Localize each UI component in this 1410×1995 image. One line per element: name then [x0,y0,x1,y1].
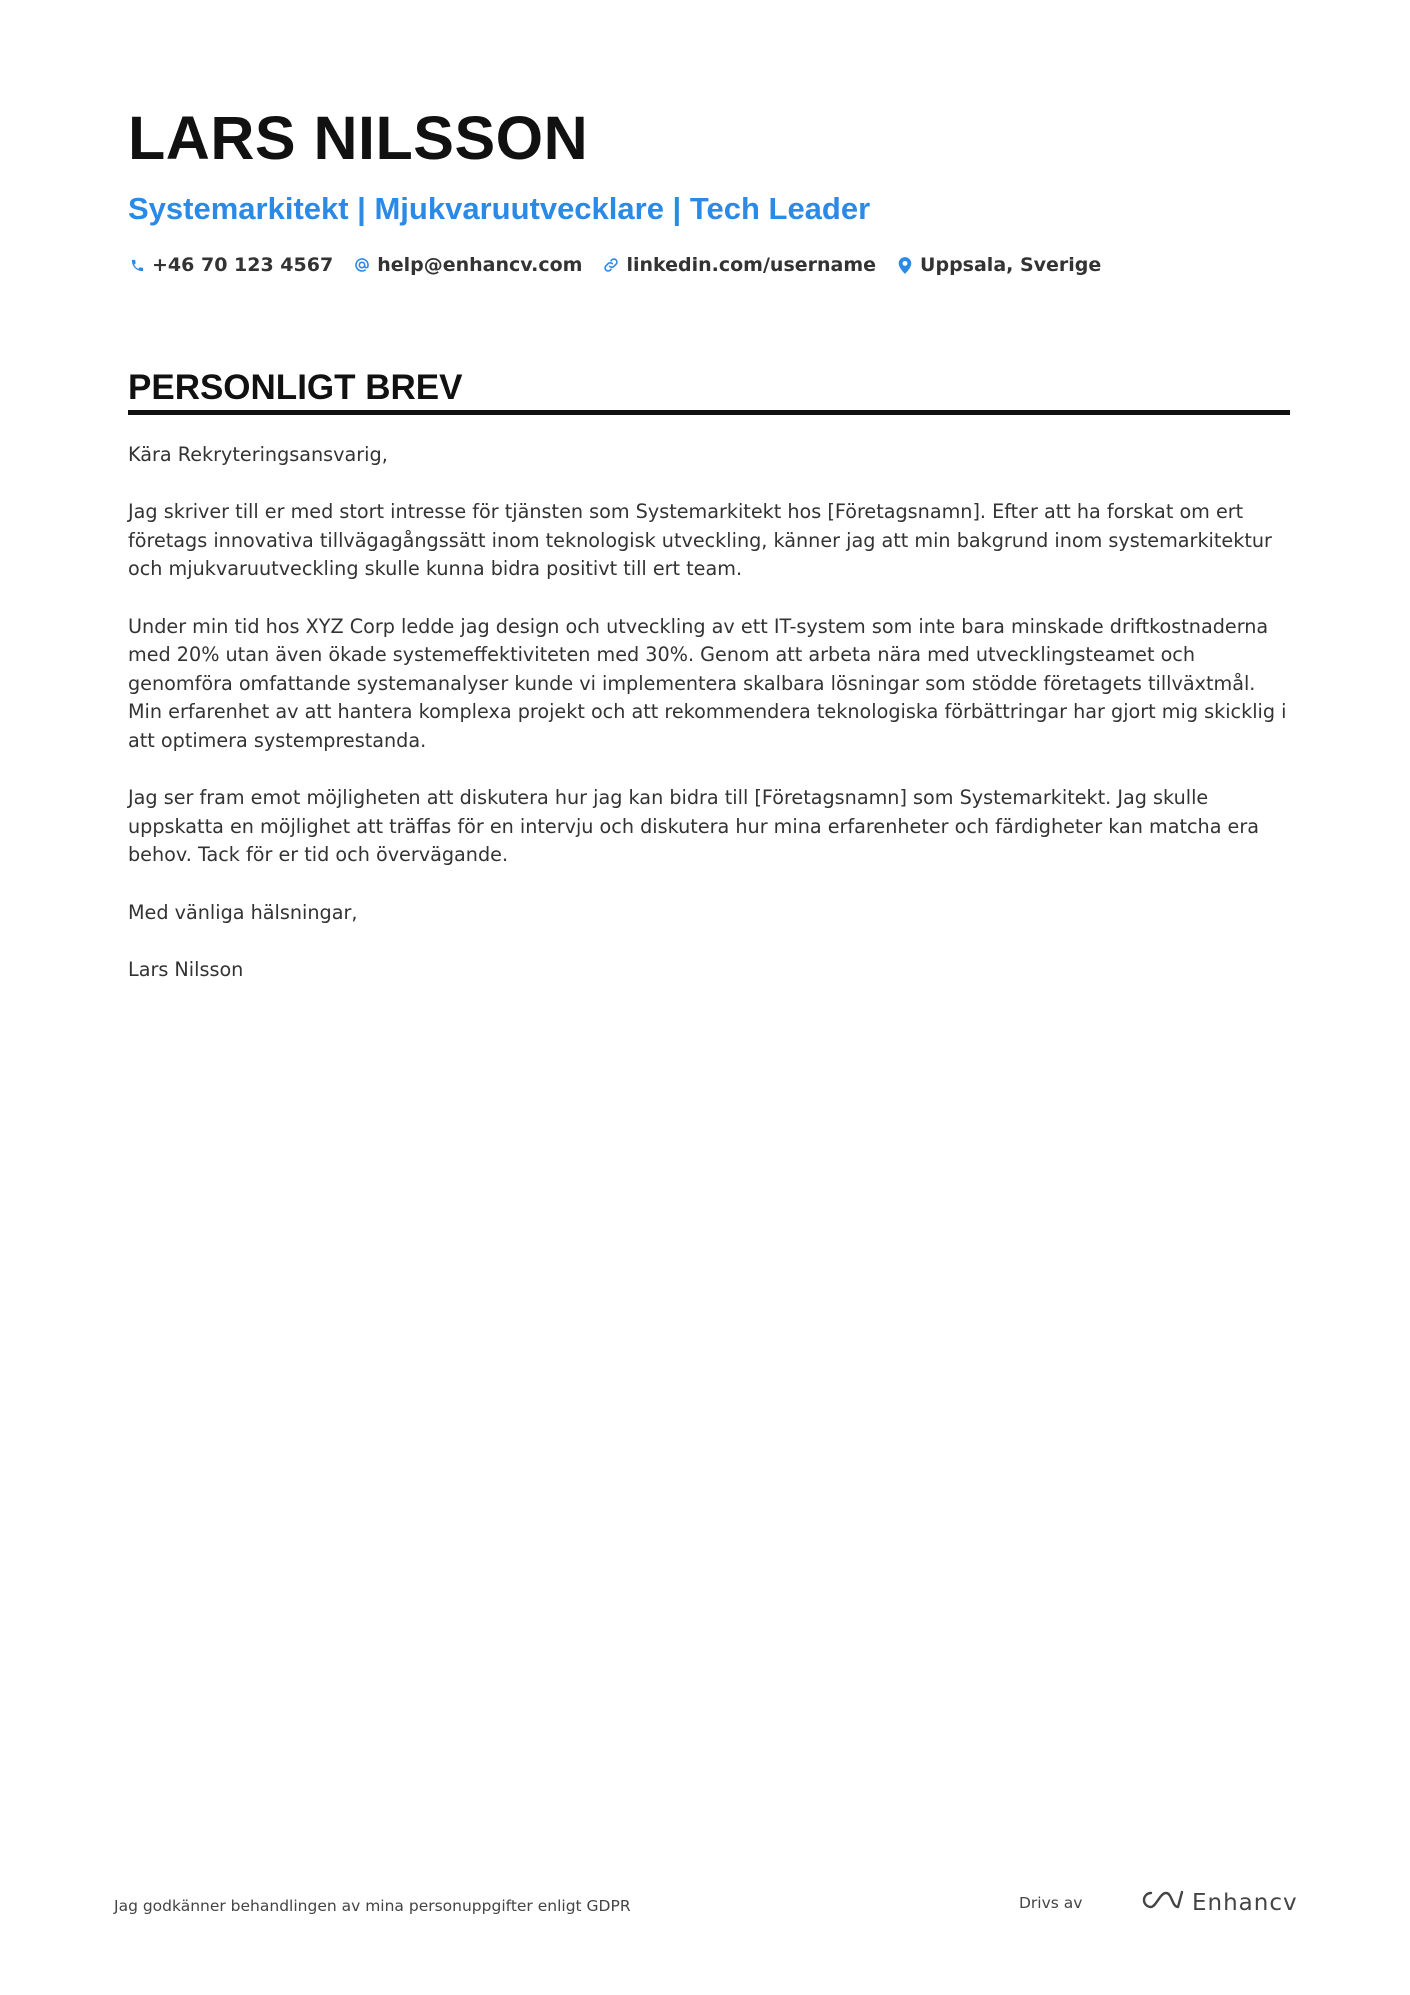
letter-paragraph-1: Jag skriver till er med stort intresse för tjänsten som Systemarkitekt hos [Företagsnamn]. Efter att ha forskat om ert företags innovativa tillvägagångssätt inom teknologisk utveckling, känner jag att min bakgrund inom systemarkitektur och mjukvaruutveckling skulle kunna bidra positivt till ert team. [128,500,1272,581]
gdpr-consent-text: Jag godkänner behandlingen av mina personuppgifter enligt GDPR [114,1897,631,1915]
powered-by-label: Drivs av [1019,1894,1083,1912]
contact-location-text: Uppsala, Sverige [920,254,1102,276]
contact-phone[interactable] [128,254,333,276]
letter-body [128,441,1290,1013]
contact-email-text: help@enhancv.com [377,254,583,276]
section-title: PERSONLIGT BREV [128,368,463,407]
link-icon [602,256,620,274]
letter-paragraph-2: Under min tid hos XYZ Corp ledde jag design och utveckling av ett IT-system som inte bara minskade driftkostnaderna med 20% utan även ökade systemeffektiviteten med 30%. Genom att arbeta nära med utvecklingsteamet och genomföra omfattande systemanalyser kunde vi implementera skalbara lösningar som stödde företagets tillväxtmål. Min erfarenhet av att hantera komplexa projekt och att rekommendera teknologiska förbättringar har gjort mig skicklig i att optimera systemprestanda. [128,614,1287,752]
contact-phone-text: +46 70 123 4567 [152,254,334,276]
contact-bar [128,254,1121,276]
enhancv-brand-text: Enhancv [1192,1889,1298,1916]
at-icon [353,256,371,274]
contact-email[interactable] [353,254,582,276]
enhancv-logo-icon [1138,1888,1184,1917]
contact-location [896,254,1101,276]
contact-linkedin[interactable] [602,254,876,276]
section-divider [128,410,1290,415]
letter-paragraph-3: Jag ser fram emot möjligheten att diskutera hur jag kan bidra till [Företagsnamn] som Systemarkitekt. Jag skulle uppskatta en möjlighet att träffas för en intervju och diskutera hur mina erfarenheter och färdigheter kan matcha era behov. Tack för er tid och övervägande. [128,786,1260,867]
location-pin-icon [896,256,914,274]
letter-signature: Lars Nilsson [128,957,244,981]
phone-icon [128,256,146,274]
applicant-title: Systemarkitekt | Mjukvaruutvecklare | Tech Leader [128,191,871,226]
contact-linkedin-text: linkedin.com/username [626,254,877,276]
applicant-name: LARS NILSSON [128,104,589,172]
enhancv-brand[interactable] [1138,1888,1298,1917]
letter-greeting: Kära Rekryteringsansvarig, [128,443,388,466]
letter-closing: Med vänliga hälsningar, [128,900,358,924]
